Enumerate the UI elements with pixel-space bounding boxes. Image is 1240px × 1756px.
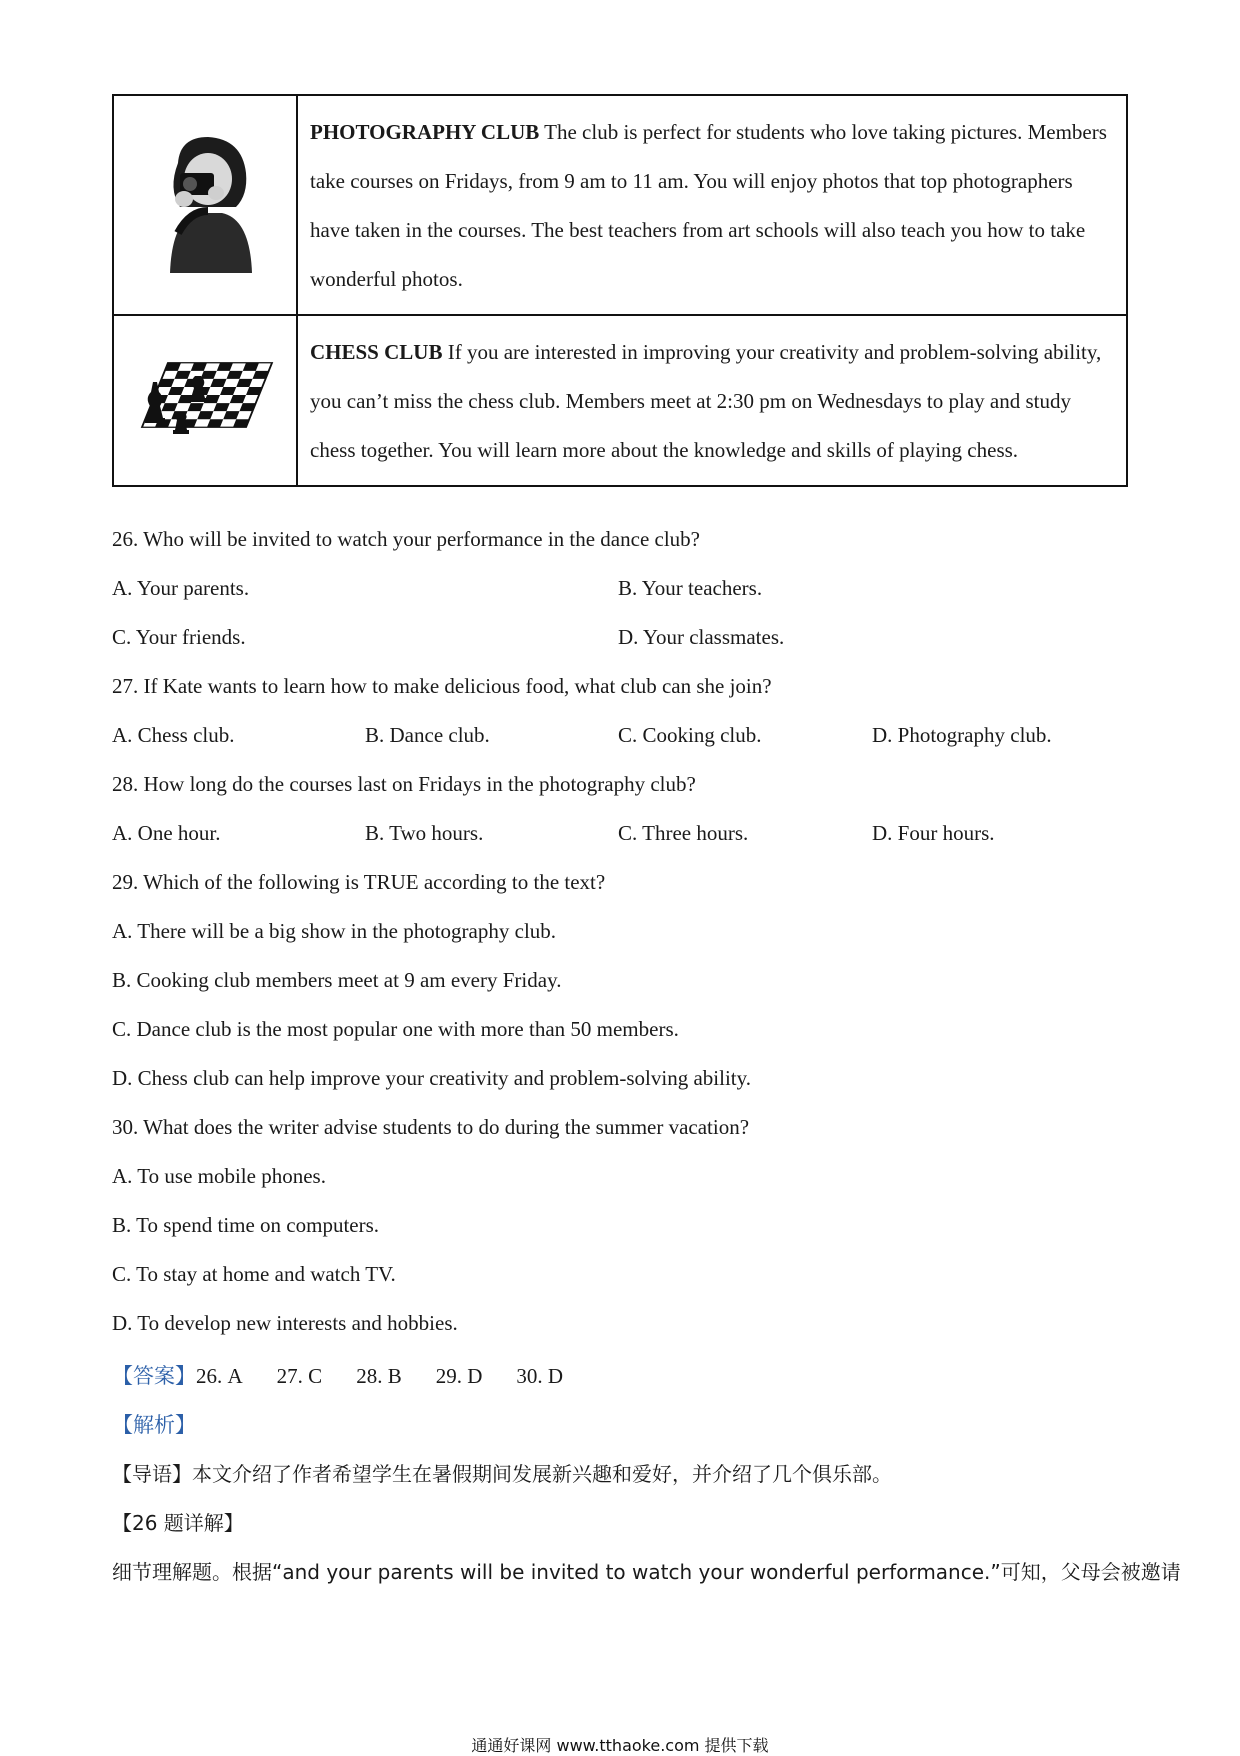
option-d: D. To develop new interests and hobbies. (112, 1311, 458, 1335)
option-b: B. Dance club. (365, 723, 490, 747)
club-row-chess (113, 315, 1127, 486)
option-a: A. Chess club. (112, 723, 235, 747)
answer-line (112, 1360, 563, 1390)
detail-text: 细节理解题。根据“and your parents will be invited to watch your wonderful performance.”可知，父母会被邀请 (112, 1560, 1181, 1584)
option-a: A. Your parents. (112, 576, 250, 600)
chess-board-icon (135, 348, 275, 448)
answer-item: 26. A (196, 1364, 243, 1388)
option-b: B. To spend time on computers. (112, 1213, 380, 1237)
answer-item: 28. B (356, 1364, 402, 1388)
question-stem: 30. What does the writer advise students to do during the summer vacation? (112, 1115, 750, 1139)
option-c: C. Cooking club. (618, 723, 762, 747)
club-text: If you are interested in improving your creativity and problem-solving ability, you can’t miss the chess club. Members meet at 2:30 pm on Wednesdays to play and study chess together. You will learn more about the knowledge and skills of playing chess. (310, 340, 1102, 462)
detail-heading: 【26 题详解】 (112, 1511, 244, 1535)
question-stem: 29. Which of the following is TRUE according to the text? (112, 870, 606, 894)
option-d: D. Your classmates. (618, 625, 785, 649)
option-c: C. To stay at home and watch TV. (112, 1262, 396, 1286)
photographer-icon (150, 133, 260, 273)
club-row-photography (113, 95, 1127, 315)
club-name: PHOTOGRAPHY CLUB (310, 120, 540, 144)
intro-paragraph: 【导语】本文介绍了作者希望学生在暑假期间发展新兴趣和爱好，并介绍了几个俱乐部。 (112, 1462, 892, 1486)
option-d: D. Four hours. (872, 821, 995, 845)
club-description (297, 315, 1127, 486)
option-c: C. Your friends. (112, 625, 246, 649)
analysis-label: 【解析】 (112, 1413, 196, 1437)
option-c: C. Dance club is the most popular one with more than 50 members. (112, 1017, 679, 1041)
option-a: A. There will be a big show in the photography club. (112, 919, 557, 943)
question-stem: 26. Who will be invited to watch your performance in the dance club? (112, 527, 700, 551)
option-a: A. One hour. (112, 821, 221, 845)
option-b: B. Cooking club members meet at 9 am every Friday. (112, 968, 562, 992)
answer-item: 29. D (435, 1364, 483, 1388)
option-d: D. Chess club can help improve your creativity and problem-solving ability. (112, 1066, 751, 1090)
answer-item: 27. C (276, 1364, 323, 1388)
option-c: C. Three hours. (618, 821, 749, 845)
club-description (297, 95, 1127, 315)
club-image-cell (113, 95, 297, 315)
option-a: A. To use mobile phones. (112, 1164, 326, 1188)
club-text: The club is perfect for students who love taking pictures. Members take courses on Fridays, from 9 am to 11 am. You will enjoy photos that top photographers have taken in the courses. The best teachers from art schools will also teach you how to take wonderful photos. (310, 120, 1107, 291)
option-b: B. Your teachers. (618, 576, 763, 600)
detail-paragraph (112, 1556, 1181, 1585)
option-b: B. Two hours. (365, 821, 484, 845)
answer-label: 【答案】 (112, 1364, 196, 1388)
club-name: CHESS CLUB (310, 340, 443, 364)
club-table (112, 94, 1128, 487)
option-d: D. Photography club. (872, 723, 1052, 747)
question-stem: 27. If Kate wants to learn how to make delicious food, what club can she join? (112, 674, 772, 698)
club-image-cell (113, 315, 297, 486)
page-footer: 通通好课网 www.tthaoke.com 提供下载 (471, 1736, 769, 1755)
question-stem: 28. How long do the courses last on Fridays in the photography club? (112, 772, 696, 796)
answer-item: 30. D (516, 1364, 564, 1388)
